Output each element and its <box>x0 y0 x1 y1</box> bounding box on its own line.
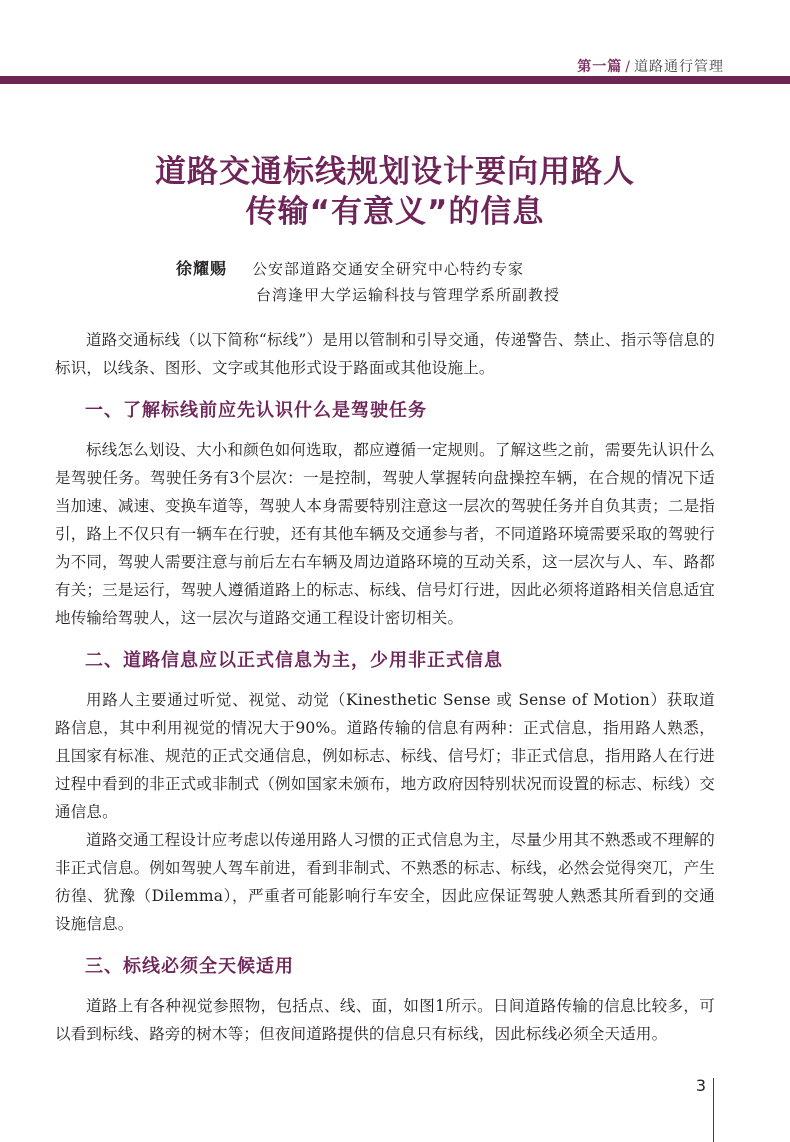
header-bar <box>0 76 790 84</box>
article-body <box>55 326 715 1048</box>
section-3-paragraph-1: 道路上有各种视觉参照物，包括点、线、面，如图1所示。日间道路传输的信息比较多，可以看到标线、路旁的树木等；但夜间道路提供的信息只有标线，因此标线必须全天适用。 <box>55 997 715 1043</box>
section-2-paragraph-2: 道路交通工程设计应考虑以传递用路人习惯的正式信息为主，尽量少用其不熟悉或不理解的非正式信息。例如驾驶人驾车前进，看到非制式、不熟悉的标志、标线，必然会觉得突兀，产生彷徨、犹豫（Dilemma），严重者可能影响行车安全，因此应保证驾驶人熟悉其所看到的交通设施信息。 <box>55 831 715 933</box>
title-line-2: 传输“有意义”的信息 <box>245 194 545 230</box>
section-1-paragraph-1: 标线怎么划设、大小和颜色如何选取，都应遵循一定规则。了解这些之前，需要先认识什么是驾驶任务。驾驶任务有3个层次：一是控制，驾驶人掌握转向盘操控车辆，在合规的情况下适当加速、减速、变换车道等，驾驶人本身需要特别注意这一层次的驾驶任务并自负其责；二是指引，路上不仅只有一辆车在行驶，还有其他车辆及交通参与者，不同道路环境需要采取的驾驶行为不同，驾驶人需要注意与前后左右车辆及周边道路环境的互动关系，这一层次与人、车、路都有关；三是运行，驾驶人遵循道路上的标志、标线、信号灯行进，因此必须将道路相关信息适宜地传输给驾驶人，这一层次与道路交通工程设计密切相关。 <box>55 441 715 627</box>
author-block <box>176 256 560 308</box>
header-section: 第一篇 <box>577 59 623 75</box>
section-2-paragraph-1: 用路人主要通过听觉、视觉、动觉（Kinesthetic Sense 或 Sense of Motion）获取道路信息，其中利用视觉的情况大于90%。道路传输的信息有两种：正式信息，指用路人熟悉，且国家有标准、规范的正式交通信息，例如标志、标线、信号灯；非正式信息，指用路人在行进过程中看到的非正式或非制式（例如国家未颁布，地方政府因特别状况而设置的标志、标线）交通信息。 <box>55 691 715 821</box>
page-number: 3 <box>695 1076 706 1095</box>
section-heading-1: 一、了解标线前应先认识什么是驾驶任务 <box>85 400 427 421</box>
author-affiliation-1: 公安部道路交通安全研究中心特约专家 <box>252 260 525 278</box>
title-line-1: 道路交通标线规划设计要向用路人 <box>155 154 635 190</box>
author-affiliation-2: 台湾逢甲大学运输科技与管理学系所副教授 <box>256 286 561 304</box>
author-name: 徐耀赐 <box>176 259 228 278</box>
running-header <box>577 56 724 76</box>
page-number-rule <box>713 1078 714 1142</box>
header-subsection: 道路通行管理 <box>634 59 724 75</box>
article-title <box>0 152 790 232</box>
intro-paragraph: 道路交通标线（以下简称“标线”）是用以管制和引导交通，传递警告、禁止、指示等信息的标识，以线条、图形、文字或其他形式设于路面或其他设施上。 <box>55 331 715 377</box>
header-separator: / <box>625 59 631 75</box>
section-heading-3: 三、标线必须全天候适用 <box>85 956 294 977</box>
section-heading-2: 二、道路信息应以正式信息为主，少用非正式信息 <box>85 650 503 671</box>
